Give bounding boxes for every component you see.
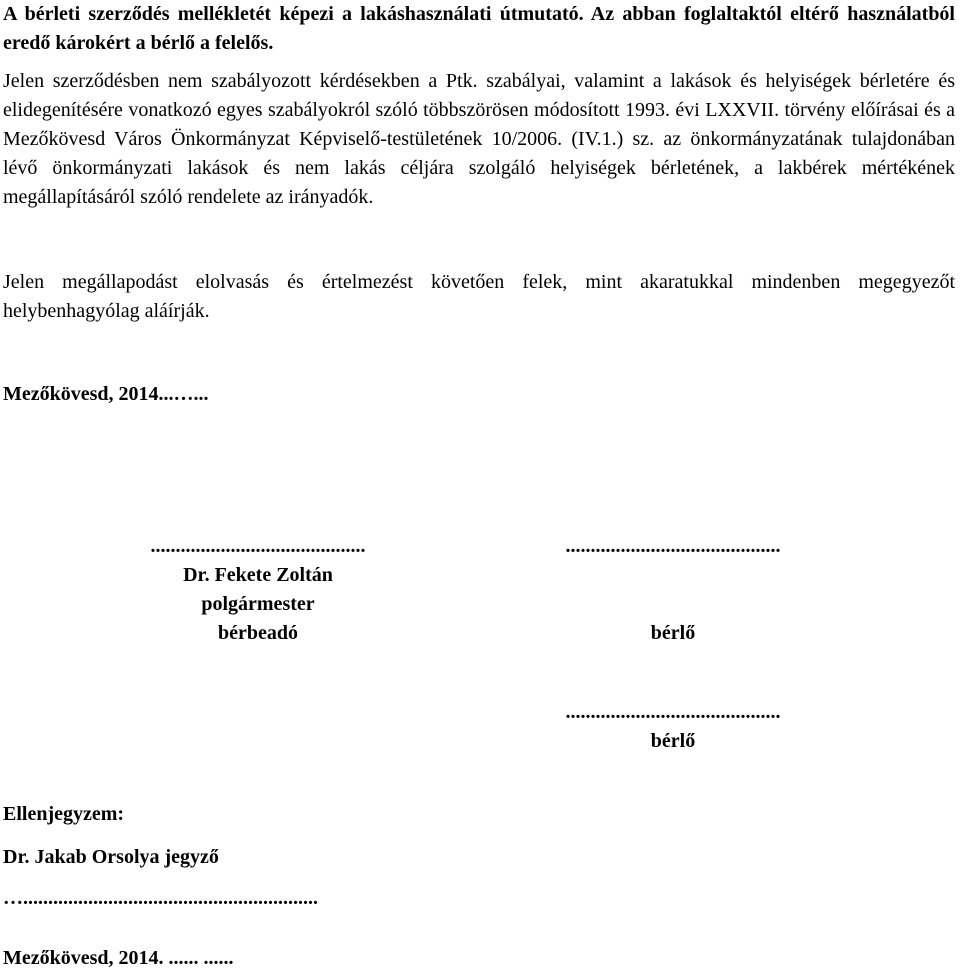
signatory-title: polgármester bbox=[201, 593, 315, 615]
signature-line: ........................................... bbox=[565, 535, 781, 557]
paragraph-agreement: Jelen megállapodást elolvasás és értelmezést követően felek, mint akaratukkal mindenben megegyezőt helybenhagyólag aláírják. bbox=[3, 271, 955, 322]
signature-line: ........................................... bbox=[565, 701, 781, 723]
signatory-name: Dr. Fekete Zoltán bbox=[183, 564, 333, 586]
countersign-label: Ellenjegyzem: bbox=[3, 803, 125, 825]
signatory-role: bérbeadó bbox=[218, 622, 298, 644]
countersign-date: Mezőkövesd, 2014. ...... ...... bbox=[3, 947, 234, 969]
signature-block-lessor bbox=[113, 532, 403, 648]
notary-signature-line: …........................................................... bbox=[3, 887, 318, 909]
signing-date: Mezőkövesd, 2014...…... bbox=[3, 383, 209, 405]
paragraph-governing-law: Jelen szerződésben nem szabályozott kérdésekben a Ptk. szabályai, valamint a lakások és helyiségek bérletére és elidegenítésére vonatkozó egyes szabályokról szóló többszörösen módosított 1993. évi LXXVII. törvény előírásai és a Mezőkövesd Város Önkormányzat Képviselő-testületének 10/2006. (IV.1.) sz. az önkormányzatának tulajdonában lévő önkormányzati lakások és nem lakás céljára szolgáló helyiségek bérletének, a lakbérek mértékének megállapításáról szóló rendelete az irányadók. bbox=[3, 70, 955, 208]
signatory-role: bérlő bbox=[650, 622, 696, 644]
signature-block-tenant-2 bbox=[498, 698, 848, 756]
signatory-role: bérlő bbox=[650, 730, 696, 752]
signature-block-tenant-1 bbox=[498, 532, 848, 648]
notary-name: Dr. Jakab Orsolya jegyző bbox=[3, 846, 219, 868]
paragraph-usage-guide: A bérleti szerződés mellékletét képezi a lakáshasználati útmutató. Az abban foglaltaktól eltérő használatból eredő károkért a bérlő a felelős. bbox=[3, 3, 955, 54]
signature-line: ........................................... bbox=[150, 535, 366, 557]
